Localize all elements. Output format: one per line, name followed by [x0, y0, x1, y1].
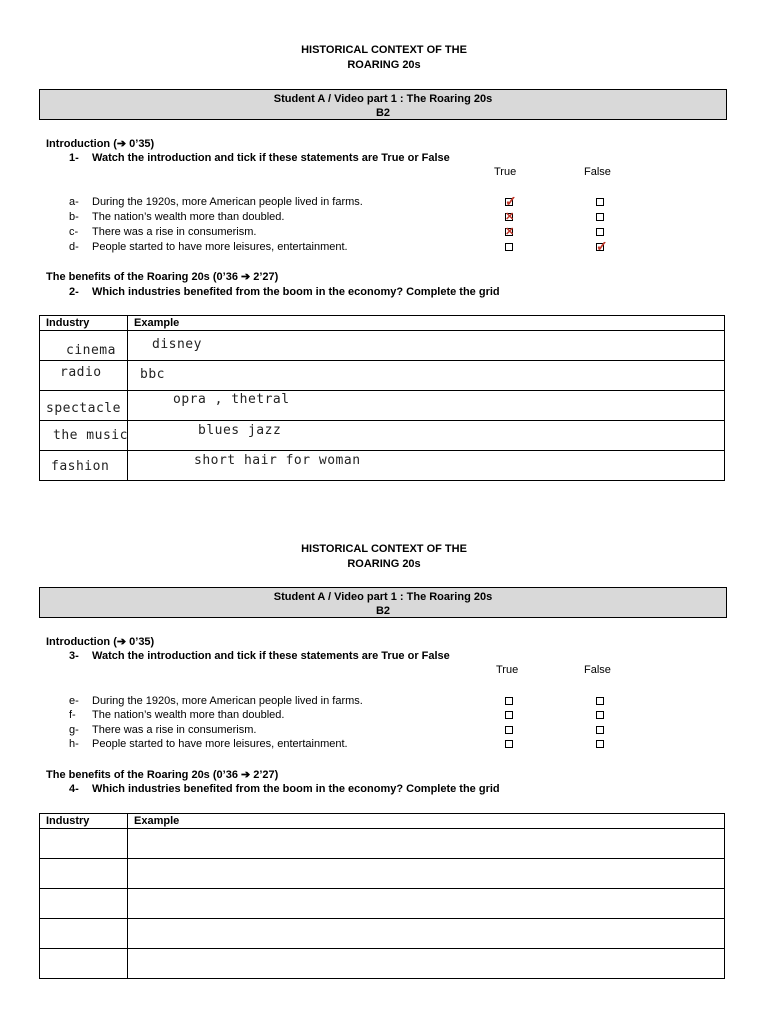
industry-value: radio	[60, 365, 102, 380]
table-row	[40, 859, 725, 889]
tick-mark-icon: ✓	[596, 238, 608, 254]
true-checkbox[interactable]	[505, 243, 513, 251]
table-row	[40, 391, 725, 421]
benefits-heading: The benefits of the Roaring 20s (0’36 ➔ 2’27)	[46, 769, 279, 781]
true-checkbox[interactable]	[505, 697, 513, 705]
statement-text: During the 1920s, more American people lived in farms.	[92, 695, 363, 707]
industry-cell[interactable]	[40, 421, 128, 451]
grid-header-row	[40, 316, 725, 331]
example-cell[interactable]	[128, 391, 725, 421]
statement-letter: h-	[69, 738, 79, 750]
grid-header-industry: Industry	[40, 316, 128, 331]
example-cell[interactable]	[128, 919, 725, 949]
grid-header-example: Example	[128, 814, 725, 829]
sheet-title-line1: HISTORICAL CONTEXT OF THE	[301, 44, 467, 56]
header-bar-line1: Student A / Video part 1 : The Roaring 20s	[273, 93, 493, 105]
false-checkbox[interactable]	[596, 198, 604, 206]
industry-cell[interactable]	[40, 451, 128, 481]
table-row	[40, 889, 725, 919]
statement-text: People started to have more leisures, entertainment.	[92, 738, 348, 750]
example-value: blues jazz	[198, 423, 282, 438]
industry-value: spectacle	[46, 401, 121, 416]
question-text: Watch the introduction and tick if these statements are True or False	[92, 650, 450, 662]
industry-cell[interactable]	[40, 391, 128, 421]
question-text: Which industries benefited from the boom in the economy? Complete the grid	[92, 286, 500, 298]
grid-header-example: Example	[128, 316, 725, 331]
statement-text: There was a rise in consumerism.	[92, 226, 257, 238]
example-cell[interactable]	[128, 859, 725, 889]
example-cell[interactable]	[128, 361, 725, 391]
true-checkbox[interactable]	[505, 726, 513, 734]
statement-letter: c-	[69, 226, 79, 238]
grid-header-row	[40, 814, 725, 829]
question-text: Watch the introduction and tick if these statements are True or False	[92, 152, 450, 164]
industry-cell[interactable]	[40, 889, 128, 919]
cross-mark-icon: ✕	[505, 226, 515, 238]
industry-cell[interactable]	[40, 919, 128, 949]
true-column-label: True	[494, 166, 517, 178]
statement-text: There was a rise in consumerism.	[92, 724, 257, 736]
industry-grid	[39, 813, 725, 979]
table-row	[40, 361, 725, 391]
industry-cell[interactable]	[40, 949, 128, 979]
industry-value: the music	[53, 428, 128, 443]
false-checkbox[interactable]	[596, 711, 604, 719]
cross-mark-icon: ✕	[505, 211, 515, 223]
sheet-title-line2: ROARING 20s	[347, 59, 421, 71]
example-value: opra , thetral	[173, 392, 290, 407]
false-checkbox[interactable]	[596, 740, 604, 748]
false-column-label: False	[584, 166, 611, 178]
example-value: short hair for woman	[194, 453, 361, 468]
benefits-heading: The benefits of the Roaring 20s (0’36 ➔ 2’27)	[46, 271, 279, 283]
example-cell[interactable]	[128, 889, 725, 919]
false-checkbox[interactable]	[596, 213, 604, 221]
false-checkbox[interactable]	[596, 726, 604, 734]
true-checkbox[interactable]	[505, 740, 513, 748]
sheet-title-line1: HISTORICAL CONTEXT OF THE	[301, 543, 467, 555]
statement-letter: e-	[69, 695, 79, 707]
table-row	[40, 919, 725, 949]
grid-header-industry: Industry	[40, 814, 128, 829]
example-cell[interactable]	[128, 451, 725, 481]
industry-value: cinema	[66, 343, 116, 358]
header-bar-line2: B2	[375, 605, 391, 617]
statement-text: The nation’s wealth more than doubled.	[92, 709, 285, 721]
statement-letter: g-	[69, 724, 79, 736]
statement-text: People started to have more leisures, entertainment.	[92, 241, 348, 253]
question-number: 3-	[69, 650, 79, 662]
industry-value: fashion	[51, 459, 110, 474]
table-row	[40, 451, 725, 481]
industry-cell[interactable]	[40, 331, 128, 361]
header-bar-line2: B2	[375, 107, 391, 119]
example-cell[interactable]	[128, 331, 725, 361]
example-cell[interactable]	[128, 949, 725, 979]
sheet-title-line2: ROARING 20s	[347, 558, 421, 570]
true-column-label: True	[496, 664, 519, 676]
false-checkbox[interactable]	[596, 228, 604, 236]
statement-letter: f-	[69, 709, 76, 721]
example-value: bbc	[140, 367, 165, 382]
example-cell[interactable]	[128, 421, 725, 451]
statement-text: During the 1920s, more American people lived in farms.	[92, 196, 363, 208]
industry-grid	[39, 315, 725, 481]
header-bar	[39, 89, 727, 120]
header-bar	[39, 587, 727, 618]
false-column-label: False	[584, 664, 611, 676]
table-row	[40, 331, 725, 361]
question-text: Which industries benefited from the boom in the economy? Complete the grid	[92, 783, 500, 795]
table-row	[40, 949, 725, 979]
statement-text: The nation’s wealth more than doubled.	[92, 211, 285, 223]
table-row	[40, 421, 725, 451]
industry-cell[interactable]	[40, 829, 128, 859]
question-number: 1-	[69, 152, 79, 164]
true-checkbox[interactable]	[505, 711, 513, 719]
industry-cell[interactable]	[40, 859, 128, 889]
statement-letter: b-	[69, 211, 79, 223]
intro-heading: Introduction (➔ 0’35)	[46, 636, 155, 648]
statement-letter: a-	[69, 196, 79, 208]
question-number: 2-	[69, 286, 79, 298]
intro-heading: Introduction (➔ 0’35)	[46, 138, 155, 150]
statement-letter: d-	[69, 241, 79, 253]
table-row	[40, 829, 725, 859]
false-checkbox[interactable]	[596, 697, 604, 705]
industry-cell[interactable]	[40, 361, 128, 391]
header-bar-line1: Student A / Video part 1 : The Roaring 20s	[273, 591, 493, 603]
example-value: disney	[152, 337, 202, 352]
tick-mark-icon: ✓	[505, 193, 517, 209]
question-number: 4-	[69, 783, 79, 795]
example-cell[interactable]	[128, 829, 725, 859]
